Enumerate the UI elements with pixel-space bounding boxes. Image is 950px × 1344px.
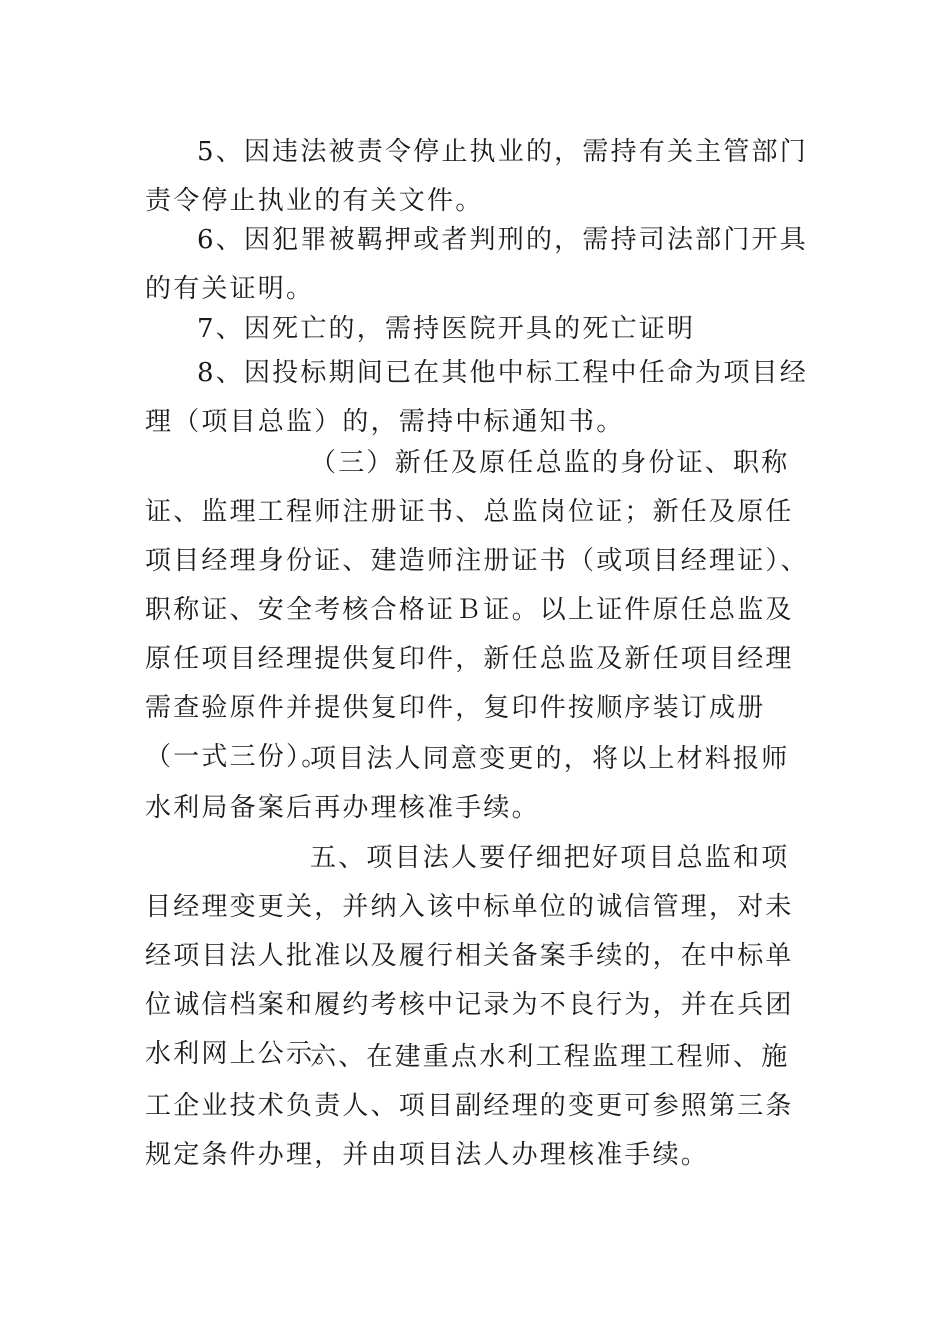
paragraph-section-five: 五、项目法人要仔细把好项目总监和项目经理变更关，并纳入该中标单位的诚信管理，对未经项目法人批准以及履行相关备案手续的，在中标单位诚信档案和履约考核中记录为不良行为，并在兵团水利网上公示。 [145,843,794,1069]
paragraph-section-three: （三）新任及原任总监的身份证、职称证、监理工程师注册证书、总监岗位证；新任及原任项目经理身份证、建造师注册证书（或项目经理证）、职称证、安全考核合格证Ｂ证。以上证件原任总监及原任项目经理提供复印件，新任总监及新任项目经理需查验原件并提供复印件，复印件按顺序装订成册（一式三份）。 [145,448,809,772]
paragraph-item-8: 8、因投标期间已在其他中标工程中任命为项目经理（项目总监）的，需持中标通知书。 [145,358,808,437]
paragraph-item-6: 6、因犯罪被羁押或者判刑的，需持司法部门开具的有关证明。 [145,225,808,304]
paragraph-item-5: 5、因违法被责令停止执业的，需持有关主管部门责令停止执业的有关文件。 [145,137,808,216]
paragraph-section-six: 六、在建重点水利工程监理工程师、施工企业技术负责人、项目副经理的变更可参照第三条规定条件办理，并由项目法人办理核准手续。 [145,1042,794,1170]
paragraph-item-7: 7、因死亡的，需持医院开具的死亡证明 [197,314,696,344]
paragraph-approval: 项目法人同意变更的，将以上材料报师水利局备案后再办理核准手续。 [145,744,790,823]
